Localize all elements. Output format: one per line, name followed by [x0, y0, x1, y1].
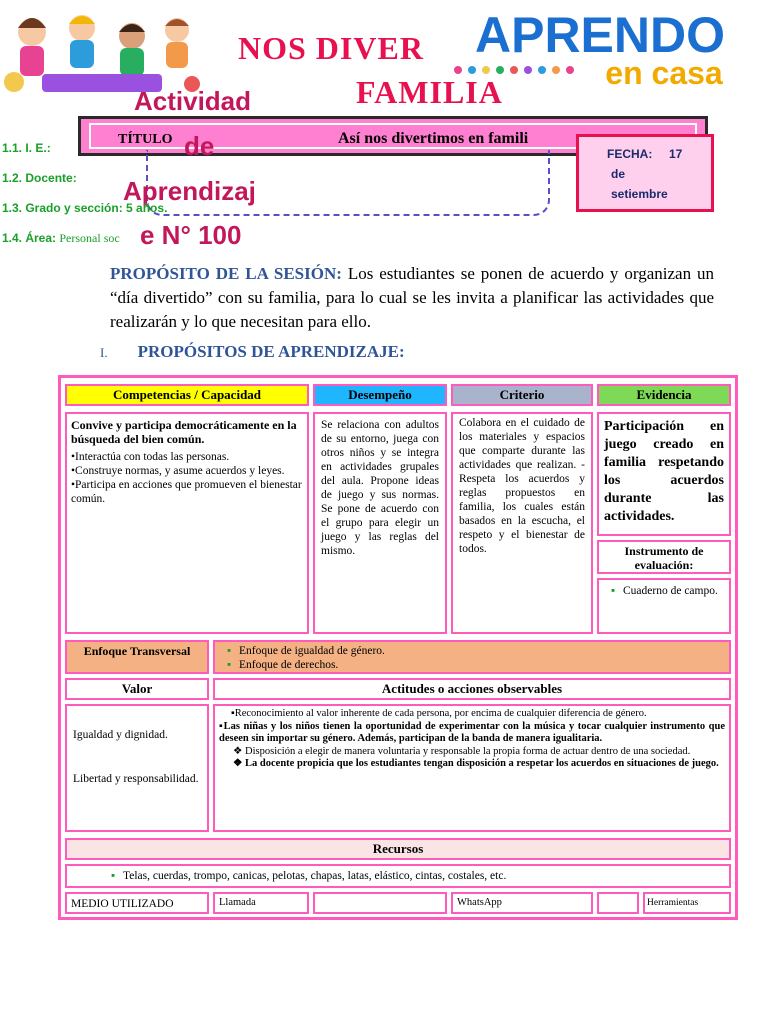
fecha-day: 17 [669, 147, 683, 161]
competencia-title: Convive y participa democráticamente en la búsqueda del bien común. [71, 418, 297, 446]
enfoque-item: ▪ Enfoque de igualdad de género. [239, 644, 721, 658]
logo-dots [454, 66, 574, 74]
medio-whatsapp: WhatsApp [451, 892, 593, 914]
aprendo-en-casa-logo [446, 4, 754, 98]
header-criterio: Criterio [451, 384, 593, 406]
medio-empty-1 [313, 892, 447, 914]
actitud-item: ❖ La docente propicia que los estudiantes tengan disposición a respetar los acuerdos en situaciones de juego. [233, 758, 719, 769]
enfoque-label: Enfoque Transversal [65, 640, 209, 674]
logo-line1: APRENDO [474, 7, 726, 63]
logo-line2: en casa [605, 55, 723, 91]
actitudes-label: Actitudes o acciones observables [213, 678, 731, 700]
section-title: PROPÓSITOS DE APRENDIZAJE: [137, 342, 405, 361]
enfoque-cell [213, 640, 731, 674]
learning-table [58, 375, 738, 920]
proposito-label: PROPÓSITO DE LA SESIÓN: [110, 264, 342, 283]
medio-herramientas: Herramientas [643, 892, 731, 914]
competencia-item: •Interactúa con todas las personas. [71, 451, 230, 463]
instrumento-item: ▪ Cuaderno de campo. [623, 584, 723, 598]
actitud-text: La docente propicia que los estudiantes tengan disposición a respetar los acuerdos en situaciones de juego. [245, 758, 719, 769]
fecha-de: de [611, 167, 626, 181]
valores-cell [65, 704, 209, 832]
fecha-box [576, 134, 714, 212]
propositos-aprendizaje-heading [100, 342, 405, 362]
actitud-item: ▪Las niñas y los niños tienen la oportunidad de experimentar con la música y tocar cualquier instrumento que deseen sin importar su género. Además, participan de la banda de manera igualitaria. [219, 720, 725, 744]
fecha-month: setiembre [611, 187, 668, 201]
titulo-value: Así nos divertimos en famili [338, 130, 529, 147]
logo-graphic [446, 4, 754, 98]
activity-line3: Aprendizaj [123, 176, 256, 206]
competencia-cell [65, 412, 309, 634]
titulo-label: TÍTULO [118, 132, 173, 147]
competencia-item: •Construye normas, y asume acuerdos y leyes. [71, 465, 285, 477]
actitud-item: ❖ Disposición a elegir de manera voluntaria y responsable la propia forma de actuar dentro de una sociedad. [233, 745, 691, 757]
actitud-text: Las niñas y los niños tienen la oportunidad de experimentar con la música y tocar cualquier instrumento que deseen sin importar su género. Además, participan de la banda de manera igualitaria. [219, 720, 725, 744]
actitud-item: ▪Reconocimiento al valor inherente de cada persona, por encima de cualquier diferencia de género. [231, 708, 647, 719]
medio-llamada: Llamada [213, 892, 309, 914]
desempeno-cell: Se relaciona con adultos de su entorno, juega con otros niños y se integra en actividades grupales del aula. Propone ideas de juego y sus normas. Se pone de acuerdo con el grupo para elegir un juego y las reglas del mismo. [313, 412, 447, 634]
recursos-cell [65, 864, 731, 888]
actitud-text: Reconocimiento al valor inherente de cada persona, por encima de cualquier diferencia de género. [234, 708, 647, 719]
valor-item: Igualdad y dignidad. [73, 729, 168, 741]
instrumento-label: Instrumento de evaluación: [597, 540, 731, 574]
recursos-label: Recursos [65, 838, 731, 860]
evidencia-cell: Participación en juego creado en familia respetando los acuerdos durante las actividades. [597, 412, 731, 536]
activity-line1: Actividad [134, 86, 252, 116]
recursos-item: ▪ Telas, cuerdas, trompo, canicas, pelotas, chapas, latas, elástico, cintas, costales, etc. [123, 869, 689, 883]
main-title-line2: FAMILIA [356, 74, 503, 110]
info-grado: 1.3. Grado y sección: 5 años. [2, 201, 168, 215]
enfoque-item: ▪ Enfoque de derechos. [239, 658, 721, 672]
proposito-text: Los estudiantes se ponen de acuerdo y organizan un “día divertido” con su familia, para lo cual se les invita a planificar las actividades que realizarán y lo que necesitan para ello. [110, 264, 714, 331]
medio-empty-2 [597, 892, 639, 914]
medio-label: MEDIO UTILIZADO [65, 892, 209, 914]
proposito-sesion [110, 262, 714, 334]
info-docente: 1.2. Docente: [2, 171, 77, 185]
main-title-line1: NOS DIVER [238, 30, 424, 66]
info-area [2, 231, 120, 246]
info-ie: 1.1. I. E.: [2, 141, 51, 155]
info-area-label: 1.4. Área: [2, 231, 57, 245]
valor-item: Libertad y responsabilidad. [73, 773, 199, 785]
activity-line4: e N° 100 [140, 220, 242, 250]
activity-line2: de [184, 131, 215, 161]
fecha-label: FECHA: [607, 147, 653, 161]
actitudes-cell [213, 704, 731, 832]
valor-label: Valor [65, 678, 209, 700]
header-desempeno: Desempeño [313, 384, 447, 406]
header-competencias: Competencias / Capacidad [65, 384, 309, 406]
instrumento-cell [597, 578, 731, 634]
actitud-text: Disposición a elegir de manera voluntaria y responsable la propia forma de actuar dentro de una sociedad. [245, 745, 691, 757]
competencia-item: •Participa en acciones que promueven el bienestar común. [71, 479, 302, 505]
info-area-value: Personal soc [59, 231, 120, 245]
criterio-cell: Colabora en el cuidado de los materiales y espacios que comparte durante las actividades que realizan. -Respeta los acuerdos y reglas propuestos en familia, los cuales están basados en la escucha, el respeto y el bienestar de todos. [451, 412, 593, 634]
header-evidencia: Evidencia [597, 384, 731, 406]
section-number: I. [100, 345, 108, 360]
